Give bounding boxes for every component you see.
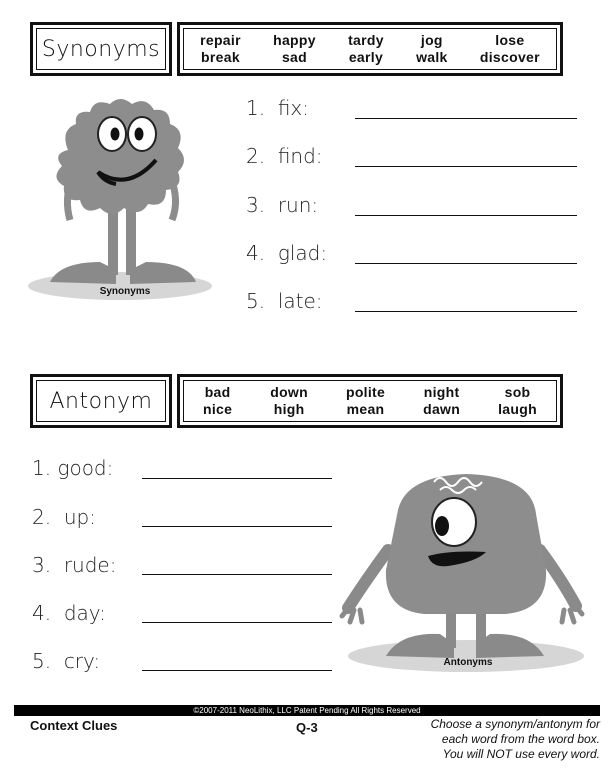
answer-line[interactable] [355, 166, 577, 167]
word: sad [281, 49, 307, 65]
antonyms-word-box [177, 374, 563, 428]
word-pair [203, 384, 232, 418]
synonyms-monster-illustration [20, 90, 230, 310]
word-pair [273, 32, 316, 66]
antonyms-title-box [30, 374, 172, 428]
word: sob [504, 384, 531, 400]
word-pair [423, 384, 460, 418]
question: 5. cry: [32, 649, 101, 673]
word: night [423, 384, 460, 400]
question: 4. day: [32, 601, 106, 625]
answer-line[interactable] [355, 118, 577, 119]
question: 1. fix: [246, 96, 309, 120]
word: bad [204, 384, 231, 400]
word-pair [348, 32, 384, 66]
footer-page-code: Q-3 [296, 720, 318, 735]
instruction-line: each word from the word box. [441, 732, 600, 746]
synonyms-word-box [177, 22, 563, 76]
answer-line[interactable] [142, 622, 332, 623]
word: tardy [348, 32, 384, 48]
answer-line[interactable] [142, 574, 332, 575]
antonyms-character-label: Antonyms [443, 657, 493, 668]
instruction-line: You will NOT use every word. [442, 747, 600, 761]
word-pair [498, 384, 537, 418]
word: repair [200, 32, 241, 48]
question: 3. run: [246, 193, 319, 217]
word-pair [200, 32, 241, 66]
word: polite [345, 384, 386, 400]
word: break [201, 49, 240, 65]
answer-line[interactable] [142, 478, 332, 479]
synonyms-title: Synonyms [41, 36, 161, 62]
copyright-bar: ©2007-2011 NeoLithix, LLC Patent Pending All Rights Reserved [14, 705, 600, 716]
footer-subject: Context Clues [30, 718, 118, 733]
word: high [273, 401, 305, 417]
question: 1. good: [32, 456, 114, 480]
word: dawn [423, 401, 461, 417]
word: discover [479, 49, 540, 65]
word-pair [270, 384, 308, 418]
antonyms-title: Antonym [49, 388, 153, 414]
question: 2. find: [246, 144, 323, 168]
word: happy [273, 32, 316, 48]
answer-line[interactable] [355, 215, 577, 216]
word-pair [416, 32, 448, 66]
answer-line[interactable] [142, 526, 332, 527]
word: walk [416, 49, 448, 65]
answer-line[interactable] [355, 263, 577, 264]
word: lose [495, 32, 525, 48]
word: jog [420, 32, 443, 48]
answer-line[interactable] [355, 311, 577, 312]
word: mean [346, 401, 385, 417]
word-pair [346, 384, 385, 418]
word: nice [203, 401, 233, 417]
word: down [270, 384, 308, 400]
question: 3. rude: [32, 553, 117, 577]
word: laugh [498, 401, 537, 417]
word-pair [480, 32, 540, 66]
word: early [348, 49, 384, 65]
answer-line[interactable] [142, 670, 332, 671]
instruction-line: Choose a synonym/antonym for [430, 717, 600, 731]
question: 5. late: [246, 289, 323, 313]
synonyms-title-box [30, 22, 172, 76]
antonyms-monster-illustration [336, 470, 586, 680]
synonyms-character-label: Synonyms [99, 286, 151, 297]
question: 4. glad: [246, 241, 328, 265]
footer-instructions [360, 717, 600, 762]
question: 2. up: [32, 505, 96, 529]
